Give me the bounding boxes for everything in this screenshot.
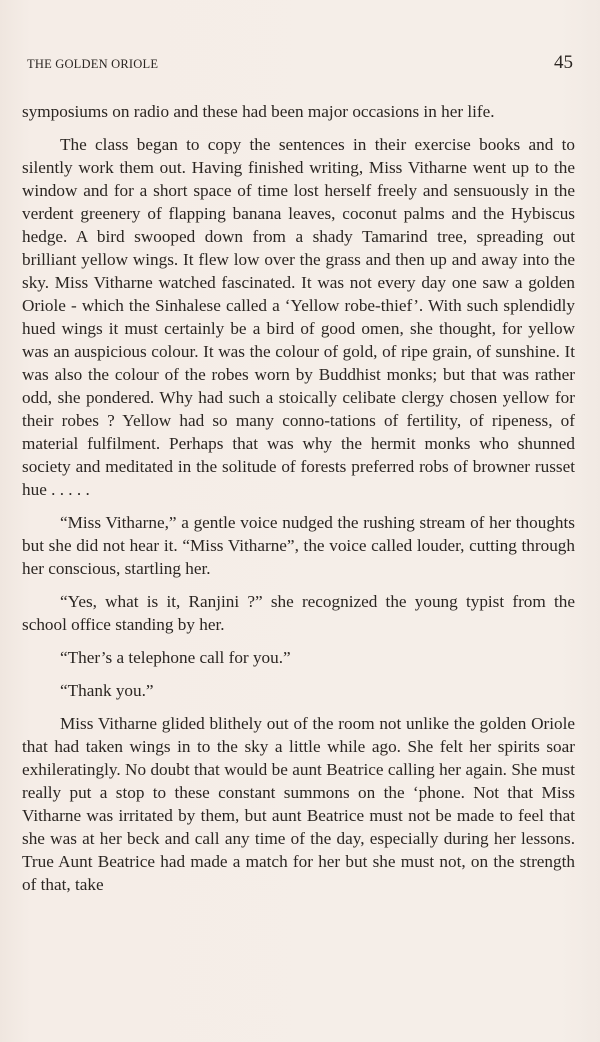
page-number: 45 xyxy=(554,52,573,73)
paragraph: “Yes, what is it, Ranjini ?” she recognized the young typist from the school office standing by her. xyxy=(22,592,575,634)
paragraph: Miss Vitharne glided blithely out of the room not unlike the golden Oriole that had taken wings in to the sky a little while ago. She felt her spirits soar exhileratingly. No doubt that would be aunt Beatrice calling her again. She must really put a stop to these constant summons on the ‘phone. Not that Miss Vitharne was irritated by them, but aunt Beatrice must not be made to feel that she was at her beck and call any time of the day, especially during her lessons. True Aunt Beatrice had made a match for her but she must not, on the strength of that, take xyxy=(22,714,575,894)
page-body xyxy=(22,100,575,896)
paragraph: “Ther’s a telephone call for you.” xyxy=(60,648,291,667)
paragraph: “Miss Vitharne,” a gentle voice nudged the rushing stream of her thoughts but she did not hear it. “Miss Vitharne”, the voice called louder, cutting through her conscious, startling her. xyxy=(22,513,575,578)
paragraph: The class began to copy the sentences in their exercise books and to silently work them out. Having finished writing, Miss Vitharne went up to the window and for a short space of time lost herself freely and sensuously in the verdent greenery of flapping banana leaves, coconut palms and the Hybiscus hedge. A bird swooped down from a shady Tamarind tree, spreading out brilliant yellow wings. It flew low over the grass and then up and away into the sky. Miss Vitharne watched fascinated. It was not every day one saw a golden Oriole - which the Sinhalese called a ‘Yellow robe-thief’. With such splendidly hued wings it must certainly be a bird of good omen, she thought, for yellow was an auspicious colour. It was the colour of gold, of ripe grain, of sunshine. It was also the colour of the robes worn by Buddhist monks; but that was rather odd, she pondered. Why had such a stoically celibate clergy chosen yellow for their robes ? Yellow had so many conno-tations of fertility, of ripeness, of material fulfilment. Perhaps that was why the hermit monks who shunned society and meditated in the solitude of forests preferred robs of browner russet hue . . . . . xyxy=(22,135,575,499)
paragraph-continuation: symposiums on radio and these had been major occasions in her life. xyxy=(22,102,495,121)
paragraph: “Thank you.” xyxy=(60,681,154,700)
running-head: THE GOLDEN ORIOLE xyxy=(27,57,159,71)
page-header xyxy=(27,52,573,74)
